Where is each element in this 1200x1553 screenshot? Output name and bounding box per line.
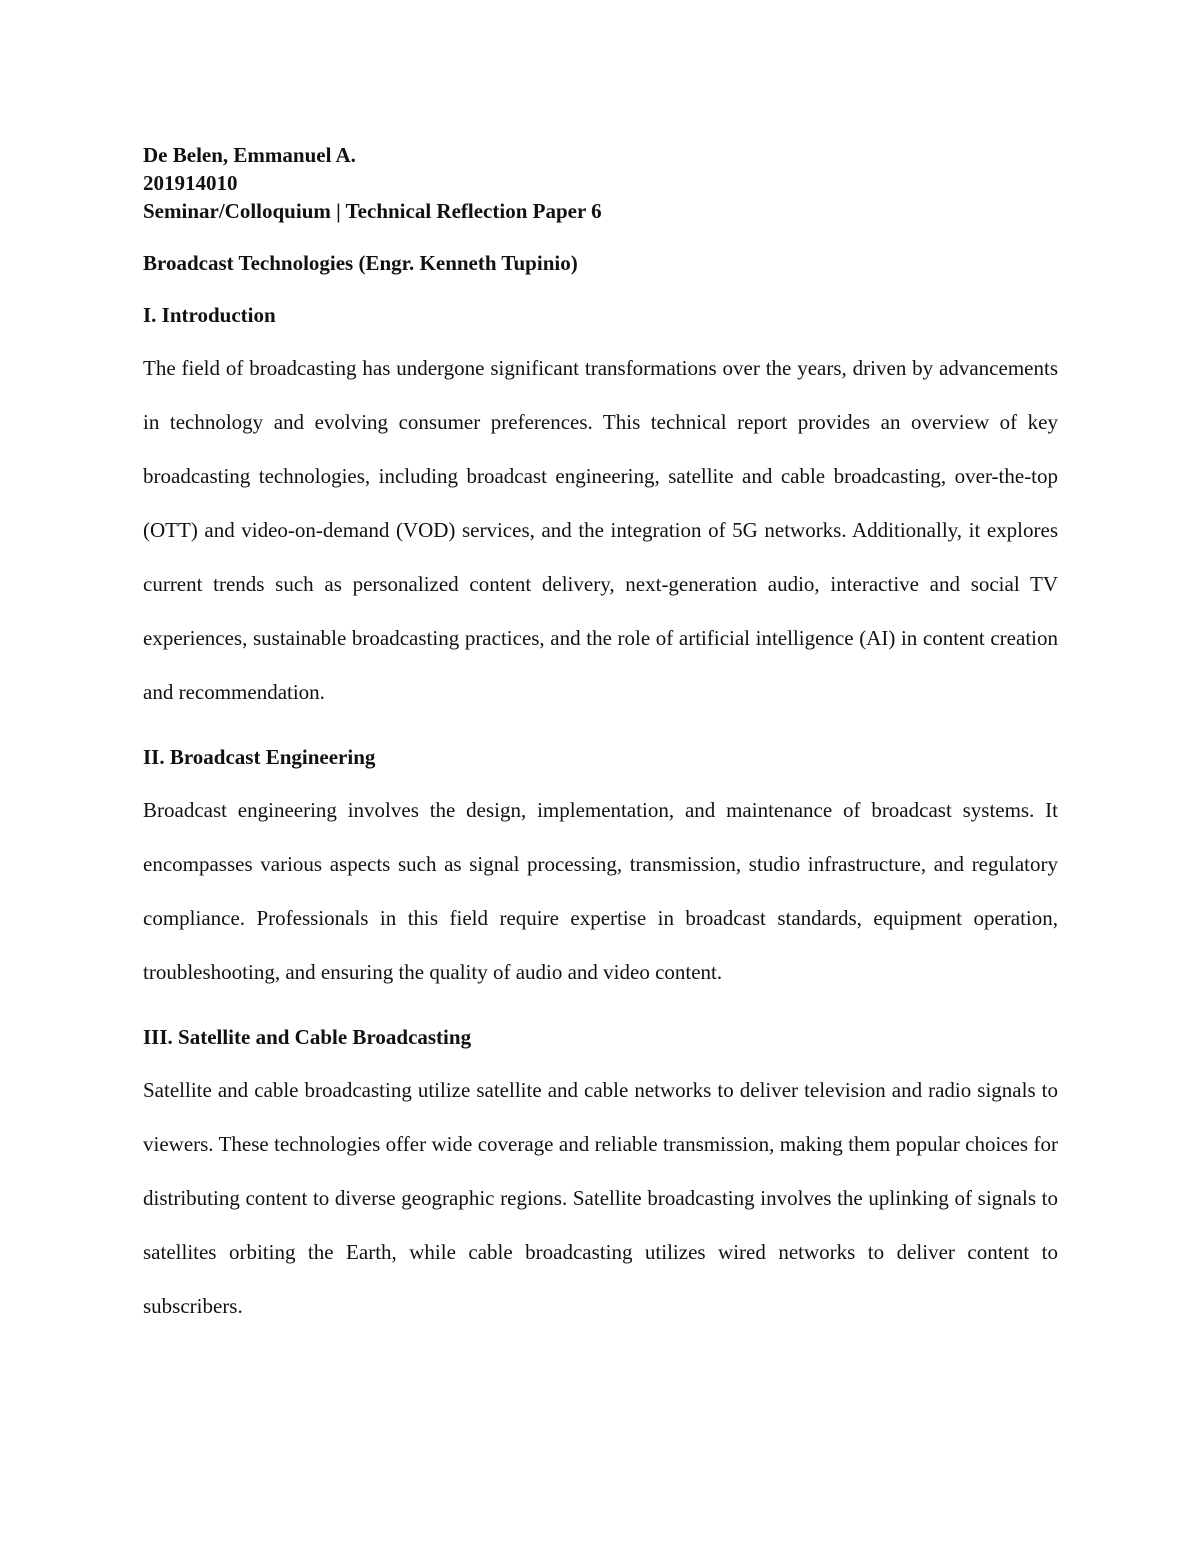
author-name: De Belen, Emmanuel A. [143,143,356,167]
section-body-introduction: The field of broadcasting has undergone significant transformations over the years, driven by advancements in technology and evolving consumer preferences. This technical report provides an overview of key broadcasting technologies, including broadcast engineering, satellite and cable broadcasting, over-the-top (OTT) and video-on-demand (VOD) services, and the integration of 5G networks. Additionally, it explores current trends such as personalized content delivery, next-generation audio, interactive and social TV experiences, sustainable broadcasting practices, and the role of artificial intelligence (AI) in content creation and recommendation. [143,356,1058,704]
document-content [143,141,1058,1333]
document-title: Broadcast Technologies (Engr. Kenneth Tupinio) [143,251,578,275]
student-id: 201914010 [143,171,238,195]
section-heading-satellite-cable: III. Satellite and Cable Broadcasting [143,1025,472,1049]
section-body-broadcast-engineering: Broadcast engineering involves the design, implementation, and maintenance of broadcast systems. It encompasses various aspects such as signal processing, transmission, studio infrastructure, and regulatory compliance. Professionals in this field require expertise in broadcast standards, equipment operation, troubleshooting, and ensuring the quality of audio and video content. [143,798,1058,984]
section-body-satellite-cable: Satellite and cable broadcasting utilize satellite and cable networks to deliver television and radio signals to viewers. These technologies offer wide coverage and reliable transmission, making them popular choices for distributing content to diverse geographic regions. Satellite broadcasting involves the uplinking of signals to satellites orbiting the Earth, while cable broadcasting utilizes wired networks to deliver content to subscribers. [143,1078,1058,1318]
course-line: Seminar/Colloquium | Technical Reflection Paper 6 [143,199,602,223]
section-heading-broadcast-engineering: II. Broadcast Engineering [143,745,376,769]
section-heading-introduction: I. Introduction [143,303,276,327]
